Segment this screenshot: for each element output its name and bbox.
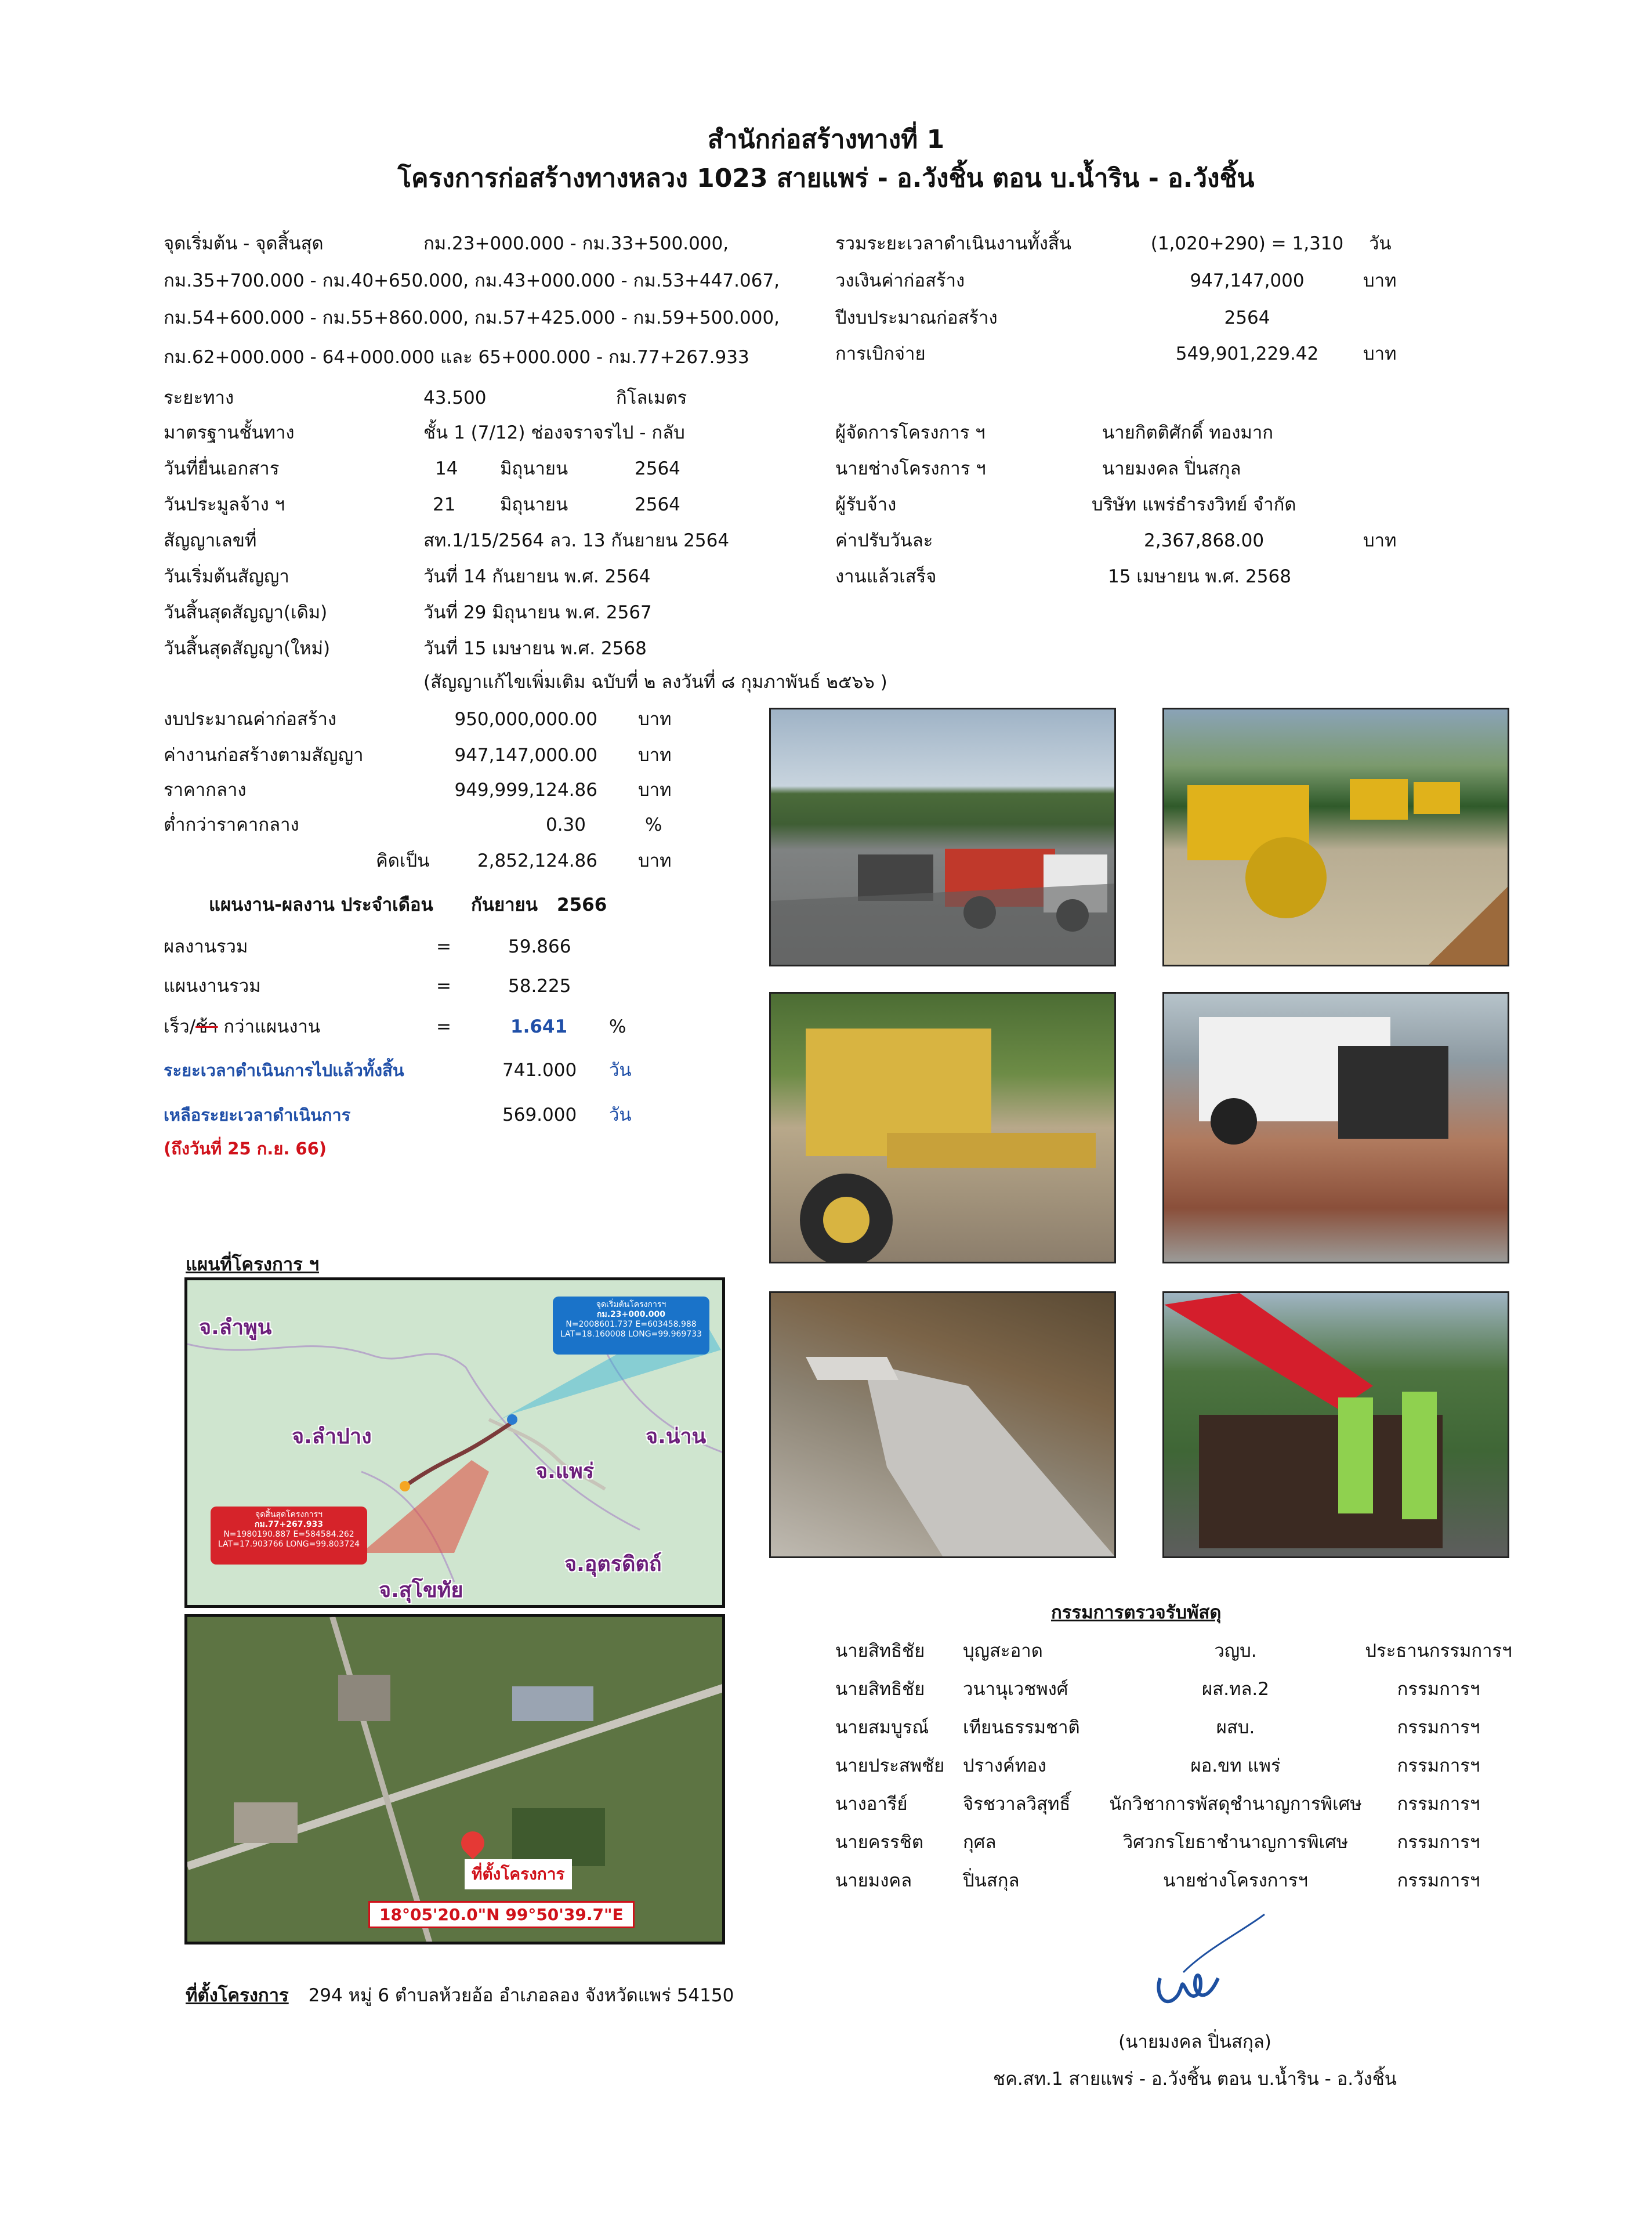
budget-unit: % xyxy=(645,814,662,835)
bid-submit-day: 14 xyxy=(435,458,458,479)
end-callout-latlon: LAT=17.903766 LONG=99.803724 xyxy=(218,1540,360,1549)
location-line xyxy=(186,1984,734,2007)
contract-end-new-value: วันที่ 15 เมษายน พ.ศ. 2568 xyxy=(423,638,647,659)
summary-label: ปีงบประมาณก่อสร้าง xyxy=(835,307,998,328)
auction-day: 21 xyxy=(433,494,456,515)
penalty-label: ค่าปรับวันละ xyxy=(835,530,933,551)
member-last-name: วนานุเวชพงศ์ xyxy=(963,1679,1068,1700)
diff-label-suffix: กว่าแผนงาน xyxy=(218,1016,321,1037)
remain-label: เหลือระยะเวลาดำเนินการ xyxy=(164,1105,351,1125)
diff-label-slow: ช้า xyxy=(195,1016,218,1037)
member-position: วญบ. xyxy=(1214,1641,1257,1661)
end-callout-km: กม.77+267.933 xyxy=(254,1520,323,1529)
budget-value: 949,999,124.86 xyxy=(454,780,597,801)
location-label: ที่ตั้งโครงการ xyxy=(186,1985,289,2006)
member-last-name: ปิ่นสกุล xyxy=(963,1870,1020,1891)
budget-unit: บาท xyxy=(638,780,672,801)
member-first-name: นางอารีย์ xyxy=(835,1794,908,1815)
member-last-name: กุศล xyxy=(963,1832,997,1853)
progress-year: 2566 xyxy=(557,895,607,915)
plan-eq: = xyxy=(436,976,451,997)
plan-value: 58.225 xyxy=(508,976,571,997)
satellite-map xyxy=(184,1614,725,1944)
auction-year: 2564 xyxy=(635,494,680,515)
distance-label: ระยะทาง xyxy=(164,388,234,408)
member-last-name: ปรางค์ทอง xyxy=(963,1755,1046,1776)
completion-value: 15 เมษายน พ.ศ. 2568 xyxy=(1108,566,1291,587)
project-engineer-label: นายช่างโครงการ ฯ xyxy=(835,458,986,479)
route-line-4: กม.62+000.000 - 64+000.000 และ 65+000.000 - กม.77+267.933 xyxy=(164,347,749,368)
contractor-name: บริษัท แพร่ธำรงวิทย์ จำกัด xyxy=(1092,494,1296,515)
member-role: กรรมการฯ xyxy=(1397,1870,1480,1891)
contract-end-old-value: วันที่ 29 มิถุนายน พ.ศ. 2567 xyxy=(423,602,652,623)
bid-submit-year: 2564 xyxy=(635,458,680,479)
province-label-lampang: จ.ลำปาง xyxy=(292,1425,372,1449)
budget-unit: บาท xyxy=(638,850,672,871)
province-map xyxy=(184,1277,725,1608)
member-position: ผอ.ขท แพร่ xyxy=(1190,1755,1281,1776)
map-title: แผนที่โครงการ ฯ xyxy=(186,1254,319,1275)
signer-position: ชค.สท.1 สายแพร่ - อ.วังชิ้น ตอน บ.น้ำริน - อ.วังชิ้น xyxy=(993,2069,1397,2090)
diff-label xyxy=(164,1015,320,1038)
budget-unit: บาท xyxy=(638,709,672,730)
penalty-unit: บาท xyxy=(1363,530,1397,551)
summary-unit: บาท xyxy=(1363,343,1397,364)
budget-value: 0.30 xyxy=(545,814,586,835)
member-position: นายช่างโครงการฯ xyxy=(1163,1870,1308,1891)
summary-label: การเบิกจ่าย xyxy=(835,343,926,364)
project-manager-name: นายกิตติศักดิ์ ทองมาก xyxy=(1102,422,1274,443)
photo-grader xyxy=(769,992,1116,1263)
office-title: สำนักก่อสร้างทางที่ 1 xyxy=(707,125,945,154)
budget-label: งบประมาณค่าก่อสร้าง xyxy=(164,709,337,730)
penalty-value: 2,367,868.00 xyxy=(1144,530,1265,551)
progress-title: แผนงาน-ผลงาน ประจำเดือน xyxy=(209,895,433,915)
province-label-phrae: จ.แพร่ xyxy=(535,1460,595,1483)
auction-month: มิถุนายน xyxy=(500,494,568,515)
contract-start-label: วันเริ่มต้นสัญญา xyxy=(164,566,289,587)
member-last-name: บุญสะอาด xyxy=(963,1641,1043,1661)
member-role: กรรมการฯ xyxy=(1397,1794,1480,1815)
summary-label: รวมระยะเวลาดำเนินงานทั้งสิ้น xyxy=(835,233,1071,254)
distance-value: 43.500 xyxy=(423,388,487,408)
summary-value: 2564 xyxy=(1224,307,1270,328)
member-first-name: นายสิทธิชัย xyxy=(835,1679,925,1700)
member-role: ประธานกรรมการฯ xyxy=(1365,1641,1512,1661)
standard-label: มาตรฐานชั้นทาง xyxy=(164,422,295,443)
photo-milling-truck xyxy=(769,708,1116,966)
contractor-label: ผู้รับจ้าง xyxy=(835,494,897,515)
summary-value: (1,020+290) = 1,310 xyxy=(1150,233,1344,254)
bid-submit-month: มิถุนายน xyxy=(500,458,568,479)
elapsed-label: ระยะเวลาดำเนินการไปแล้วทั้งสิ้น xyxy=(164,1060,404,1080)
standard-value: ชั้น 1 (7/12) ช่องจราจรไป - กลับ xyxy=(423,422,685,443)
project-manager-label: ผู้จัดการโครงการ ฯ xyxy=(835,422,986,443)
member-role: กรรมการฯ xyxy=(1397,1832,1480,1853)
summary-value: 947,147,000 xyxy=(1190,270,1305,291)
diff-label-fast: เร็ว/ xyxy=(164,1016,196,1037)
province-label-uttaradit: จ.อุตรดิตถ์ xyxy=(564,1552,662,1576)
distance-unit: กิโลเมตร xyxy=(616,388,687,408)
member-position: นักวิชาการพัสดุชำนาญการพิเศษ xyxy=(1109,1794,1362,1815)
end-point-callout xyxy=(211,1507,367,1565)
start-callout-coords: N=2008601.737 E=603458.988 xyxy=(566,1320,697,1329)
end-callout-coords: N=1980190.887 E=584584.262 xyxy=(223,1530,354,1539)
project-title: โครงการก่อสร้างทางหลวง 1023 สายแพร่ - อ.วังชิ้น ตอน บ.น้ำริน - อ.วังชิ้น xyxy=(397,164,1255,193)
member-position: ผส.ทล.2 xyxy=(1202,1679,1269,1700)
province-label-nan: จ.น่าน xyxy=(646,1425,707,1449)
contract-end-new-label: วันสิ้นสุดสัญญา(ใหม่) xyxy=(164,638,331,659)
member-first-name: นายมงคล xyxy=(835,1870,912,1891)
committee-title: กรรมการตรวจรับพัสดุ xyxy=(1051,1602,1222,1623)
diff-unit: % xyxy=(609,1016,626,1037)
remain-unit: วัน xyxy=(609,1105,632,1125)
actual-value: 59.866 xyxy=(508,936,571,957)
province-label-lamphun: จ.ลำพูน xyxy=(199,1316,272,1339)
as-of-date: (ถึงวันที่ 25 ก.ย. 66) xyxy=(164,1139,327,1158)
elapsed-value: 741.000 xyxy=(502,1060,577,1081)
remain-value: 569.000 xyxy=(502,1105,577,1125)
start-callout-km: กม.23+000.000 xyxy=(596,1310,665,1319)
member-position: ผสบ. xyxy=(1216,1717,1255,1738)
signature-mark xyxy=(1137,1909,1288,2019)
start-callout-title: จุดเริ่มต้นโครงการฯ xyxy=(596,1300,666,1309)
elapsed-unit: วัน xyxy=(609,1060,632,1081)
summary-label: วงเงินค่าก่อสร้าง xyxy=(835,270,965,291)
budget-label: ต่ำกว่าราคากลาง xyxy=(164,814,299,835)
plan-label: แผนงานรวม xyxy=(164,976,261,997)
actual-label: ผลงานรวม xyxy=(164,936,248,957)
progress-month: กันยายน xyxy=(471,895,538,915)
contract-start-value: วันที่ 14 กันยายน พ.ศ. 2564 xyxy=(423,566,651,587)
photo-concrete-pour xyxy=(1162,1291,1509,1558)
auction-label: วันประมูลจ้าง ฯ xyxy=(164,494,285,515)
route-line-2: กม.35+700.000 - กม.40+650.000, กม.43+000.000 - กม.53+447.067, xyxy=(164,270,780,291)
site-coordinates: 18°05'20.0"N 99°50'39.7"E xyxy=(368,1901,635,1928)
budget-label: ราคากลาง xyxy=(164,780,247,801)
contract-no-label: สัญญาเลขที่ xyxy=(164,530,257,551)
route-line-3: กม.54+600.000 - กม.55+860.000, กม.57+425.000 - กม.59+500.000, xyxy=(164,307,780,328)
budget-value: 2,852,124.86 xyxy=(477,850,597,871)
photo-asphalt-sprayer xyxy=(1162,992,1509,1263)
budget-value: 947,147,000.00 xyxy=(454,745,597,766)
contract-no-value: สท.1/15/2564 ลว. 13 กันยายน 2564 xyxy=(423,530,730,551)
diff-value: 1.641 xyxy=(510,1016,568,1037)
budget-label: ค่างานก่อสร้างตามสัญญา xyxy=(164,745,364,766)
completion-label: งานแล้วเสร็จ xyxy=(835,566,937,587)
summary-unit: บาท xyxy=(1363,270,1397,291)
route-label: จุดเริ่มต้น - จุดสิ้นสุด xyxy=(164,233,324,254)
budget-label: คิดเป็น xyxy=(376,850,430,871)
member-position: วิศวกรโยธาชำนาญการพิเศษ xyxy=(1122,1832,1349,1853)
member-last-name: เทียนธรรมชาติ xyxy=(963,1717,1080,1738)
member-first-name: นายประสพชัย xyxy=(835,1755,945,1776)
project-engineer-name: นายมงคล ปิ่นสกุล xyxy=(1102,458,1241,479)
summary-value: 549,901,229.42 xyxy=(1175,343,1319,364)
budget-unit: บาท xyxy=(638,745,672,766)
actual-eq: = xyxy=(436,936,451,957)
member-last-name: จิรชวาลวิสุทธิ์ xyxy=(963,1794,1071,1815)
bid-submit-label: วันที่ยื่นเอกสาร xyxy=(164,458,280,479)
route-line-1: กม.23+000.000 - กม.33+500.000, xyxy=(423,233,729,254)
photo-concrete-ditch xyxy=(769,1291,1116,1558)
member-role: กรรมการฯ xyxy=(1397,1717,1480,1738)
member-role: กรรมการฯ xyxy=(1397,1679,1480,1700)
diff-eq: = xyxy=(436,1016,451,1037)
satellite-map-graphic xyxy=(187,1617,725,1944)
location-value: 294 หมู่ 6 ตำบลห้วยอ้อ อำเภอลอง จังหวัดแพร่ 54150 xyxy=(308,1985,734,2006)
budget-value: 950,000,000.00 xyxy=(454,709,597,730)
contract-end-old-label: วันสิ้นสุดสัญญา(เดิม) xyxy=(164,602,328,623)
member-first-name: นายสิทธิชัย xyxy=(835,1641,925,1661)
start-callout-latlon: LAT=18.160008 LONG=99.969733 xyxy=(560,1330,702,1339)
member-first-name: นายครรชิต xyxy=(835,1832,923,1853)
start-point-callout xyxy=(553,1297,709,1355)
summary-unit: วัน xyxy=(1369,233,1392,254)
photo-road-rollers xyxy=(1162,708,1509,966)
member-role: กรรมการฯ xyxy=(1397,1755,1480,1776)
site-pin-label: ที่ตั้งโครงการ xyxy=(465,1859,572,1889)
signer-name: (นายมงคล ปิ่นสกุล) xyxy=(1118,2032,1271,2052)
province-label-sukhothai: จ.สุโขทัย xyxy=(379,1578,463,1602)
end-callout-title: จุดสิ้นสุดโครงการฯ xyxy=(255,1510,323,1519)
amendment-note: (สัญญาแก้ไขเพิ่มเติม ฉบับที่ ๒ ลงวันที่ ๘ กุมภาพันธ์ ๒๕๖๖ ) xyxy=(423,672,887,693)
member-first-name: นายสมบูรณ์ xyxy=(835,1717,929,1738)
